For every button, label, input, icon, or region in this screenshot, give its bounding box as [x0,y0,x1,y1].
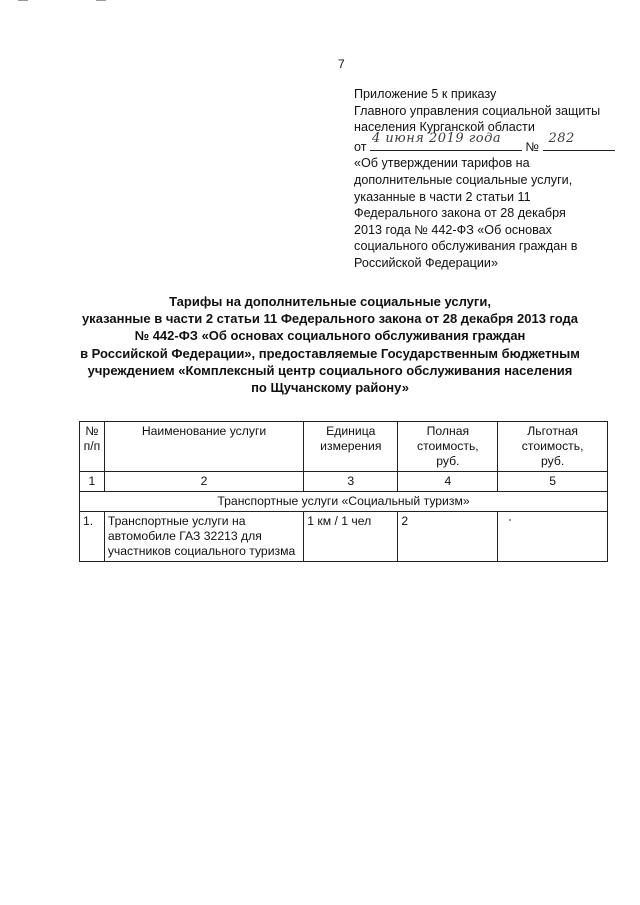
annex-line: указанные в части 2 статьи 11 [354,189,531,204]
header-number: № п/п [80,422,105,472]
page-number: 7 [338,57,345,71]
annex-line: Приложение 5 к приказу [354,87,497,101]
annex-line: Федерального закона от 28 декабря [354,206,566,221]
document-title [70,293,590,396]
tariffs-table [79,421,608,562]
title-line: № 442-ФЗ «Об основах социального обслуживания граждан [134,328,526,344]
title-line: по Щучанскому району» [251,380,409,396]
column-number: 1 [80,472,105,492]
header-unit: Единица измерения [304,422,398,472]
handwritten-date: 4 июня 2019 года [372,130,502,146]
scan-mark [18,0,28,1]
section-row [80,492,608,512]
annex-line: 2013 года № 442-ФЗ «Об основах [354,222,552,237]
title-line: указанные в части 2 статьи 11 Федерального закона от 28 декабря 2013 года [81,311,579,327]
row-service-name: Транспортные услуги на автомобиле ГАЗ 32213 для участников социального туризма [104,512,303,562]
number-signature-line [543,130,615,151]
header-service-name: Наименование услуги [104,422,303,472]
from-label: от [354,139,367,154]
annex-line: «Об утверждении тарифов на [354,156,530,171]
scan-mark [96,0,106,1]
scan-speck [509,519,511,521]
column-number: 5 [498,472,608,492]
title-line: Тарифы на дополнительные социальные услуги, [169,294,491,309]
header-discount-price: Льготная стоимость, руб. [498,422,608,472]
section-title: Транспортные услуги «Социальный туризм» [80,492,608,512]
title-line: учреждением «Комплексный центр социального обслуживания населения [87,362,573,378]
column-number-row [80,472,608,492]
annex-line: Главного управления социальной защиты [354,103,601,118]
title-line: в Российской Федерации», предоставляемые Государственным бюджетным [80,345,580,361]
table-row [80,512,608,562]
annex-block [354,86,624,272]
row-unit: 1 км / 1 чел [304,512,398,562]
column-number: 4 [398,472,498,492]
table-header-row [80,422,608,472]
annex-line: Российской Федерации» [354,255,498,270]
row-number: 1. [80,512,105,562]
annex-line: дополнительные социальные услуги, [354,172,573,187]
number-label: № [525,139,540,154]
annex-line: социального обслуживания граждан в [354,239,578,254]
order-date-number-line [354,130,624,156]
date-signature-line [370,130,522,151]
handwritten-number: 282 [548,130,575,146]
column-number: 3 [304,472,398,492]
row-discount-price [498,512,608,562]
header-full-price: Полная стоимость, руб. [398,422,498,472]
column-number: 2 [104,472,303,492]
annex-line: населения Курганской области [354,120,535,135]
row-full-price: 2 [398,512,498,562]
